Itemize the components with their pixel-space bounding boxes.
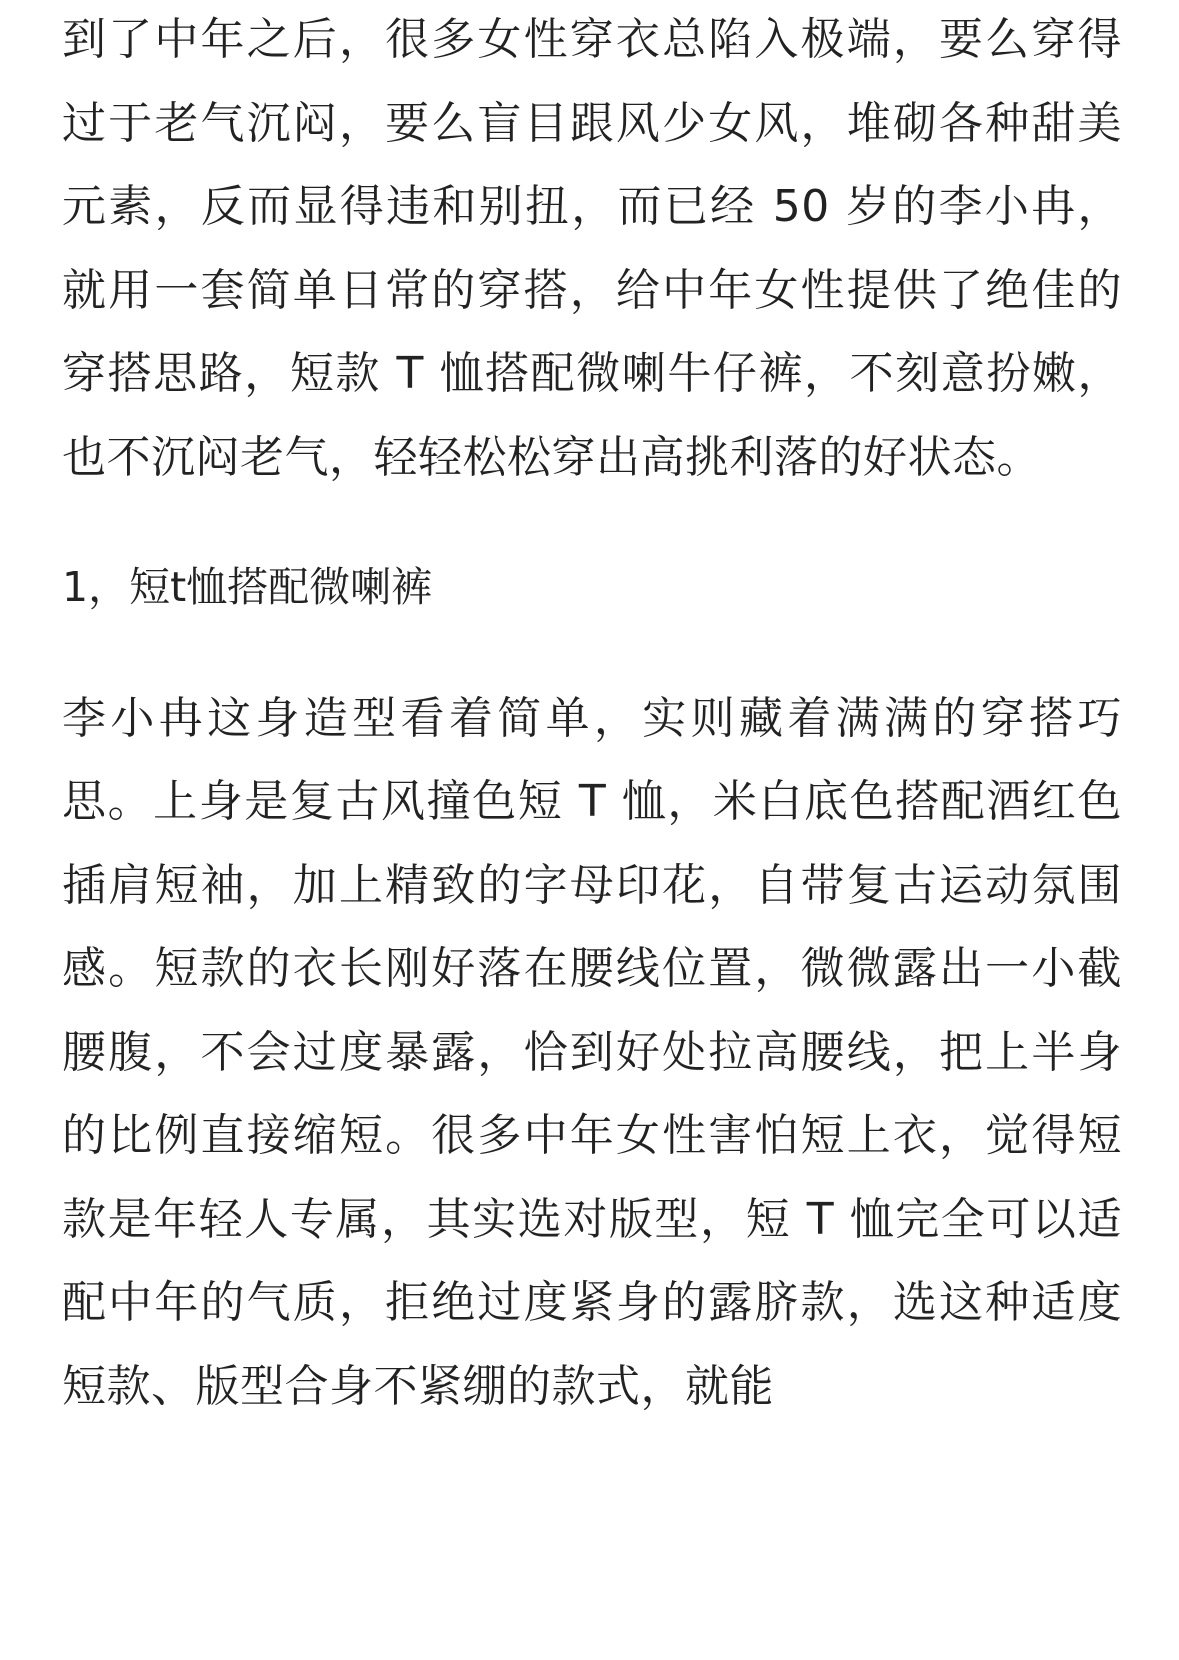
section-heading: 1，短t恤搭配微喇裤 [62,563,433,611]
intro-paragraph: 到了中年之后，很多女性穿衣总陷入极端，要么穿得过于老气沉闷，要么盲目跟风少女风，堆砌各种甜美元素，反而显得违和别扭，而已经 50 岁的李小冉，就用一套简单日常的穿搭，给中年女性提供了绝佳的穿搭思路，短款 T 恤搭配微喇牛仔裤，不刻意扮嫩，也不沉闷老气，轻轻松松穿出高挑利落的好状态。 [62,14,1122,483]
article-body [62,0,1122,1428]
body-paragraph: 李小冉这身造型看着简单，实则藏着满满的穿搭巧思。上身是复古风撞色短 T 恤，米白底色搭配酒红色插肩短袖，加上精致的字母印花，自带复古运动氛围感。短款的衣长刚好落在腰线位置，微微露出一小截腰腹，不会过度暴露，恰到好处拉高腰线，把上半身的比例直接缩短。很多中年女性害怕短上衣，觉得短款是年轻人专属，其实选对版型，短 T 恤完全可以适配中年的气质，拒绝过度紧身的露脐款，选这种适度短款、版型合身不紧绷的款式，就能 [62,692,1122,1412]
